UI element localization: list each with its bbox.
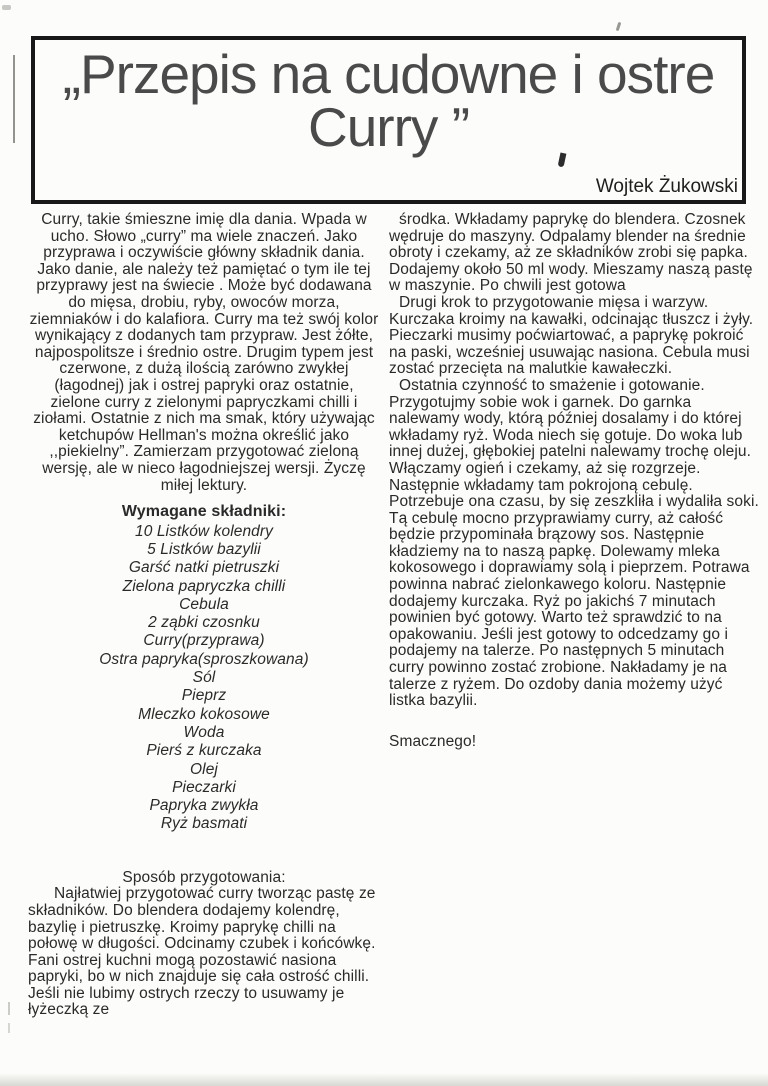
ingredient-item: Sól [192,669,216,687]
scan-artifact [2,5,11,10]
article-body [0,204,768,1019]
instruction-paragraphs [389,212,759,710]
ingredient-item: 5 Listków bazylii [147,540,261,558]
ingredient-item: Woda [183,723,225,741]
ingredient-item: Curry(przyprawa) [143,632,265,650]
ingredient-item: Olej [190,760,218,778]
right-column [389,212,759,1019]
page-title [35,43,742,158]
ingredient-item: Pieczarki [172,778,236,796]
ingredient-item: Pieprz [181,687,227,705]
scan-artifact [13,55,15,143]
title-box [31,36,746,204]
ingredient-item: Cebula [179,595,229,613]
preparation-paragraph: Najłatwiej przygotować curry tworząc pastę ze składników. Do blendera dodajemy kolendrę, bazylię i pietruszkę. Kroimy paprykę chilli na połowę w długości. Odcinamy czubek i końcówkę. Fani ostrej kuchni mogą pozostawić nasiona papryki, bo w nich znajduje się cała ostrość chilli. Jeśli nie lubimy ostrych rzeczy to usuwamy je łyżeczką ze [28,885,376,1019]
preparation-heading: Sposób przygotowania: [122,868,286,886]
page-title-line1: „Przepis na cudowne i ostre [62,43,715,105]
ingredient-item: Zielona papryczka chilli [122,577,286,595]
ingredient-item: Papryka zwykła [149,797,259,815]
scan-artifact [558,153,567,168]
ingredient-item: 10 Listków kolendry [134,522,274,540]
scan-shadow [0,1073,768,1086]
intro-paragraph: Curry, takie śmieszne imię dla dania. Wpada w ucho. Słowo „curry” ma wiele znaczeń. Jako przyprawa i oczywiście główny składnik dania. Jako danie, ale należy też pamiętać o tym ile tej przyprawy jest na świecie . Może być dodawana do mięsa, drobiu, ryby, owoców morza, ziemniaków i do kalafiora. Curry ma też swój kolor wynikający z dodanych tam przypraw. Jest żółte, najpospolitsze i średnio ostre. Drugim typem jest czerwone, z dużą ilością zarówno zwykłej (łagodnej) jak i ostrej papryki oraz ostatnie, zielone curry z zielonymi papryczkami chilli i ziołami. Ostatnie z nich ma smak, który używając ketchupów Hellman's można określić jako ,,piekielny”. Zamierzam przygotować zieloną wersję, ale w nieco łagodniejszej wersji. Życzę miłej lektury. [29,211,379,494]
author-name: Wojtek Żukowski [595,176,738,197]
ingredient-item: 2 ząbki czosnku [148,614,260,632]
ingredient-item: Ryż basmati [160,815,248,833]
body-paragraph: środka. Wkładamy paprykę do blendera. Czosnek wędruje do maszyny. Odpalamy blender na średnie obroty i czekamy, aż ze składników zrobi się papka. Dodajemy około 50 ml wody. Mieszamy naszą pastę w maszynie. Po chwili jest gotowa [389,211,753,295]
closing-text: Smacznego! [389,732,477,750]
ingredient-item: Ostra papryka(sproszkowana) [99,650,309,668]
scan-artifact [8,1023,10,1033]
ingredients-heading: Wymagane składniki: [121,503,287,521]
ingredients-list [28,523,380,834]
ingredient-item: Pierś z kurczaka [146,742,262,760]
scan-artifact [616,22,622,31]
scan-artifact [8,1002,10,1015]
ingredient-item: Garść natki pietruszki [128,559,280,577]
left-column [28,212,380,1019]
ingredient-item: Mleczko kokosowe [138,705,270,723]
body-paragraph: Drugi krok to przygotowanie mięsa i warzyw. Kurczaka kroimy na kawałki, odcinając tłuszcz i żyły. Pieczarki musimy poćwiartować, a paprykę pokroić na paski, wcześniej usuwając nasiona. Cebula musi zostać przecięta na malutkie kawałeczki. [389,293,754,378]
page-title-line2: Curry ” [307,96,470,158]
body-paragraph: Ostatnia czynność to smażenie i gotowanie. Przygotujmy sobie wok i garnek. Do garnka nalewamy wody, którą później dosalamy i do której wkładamy ryż. Woda niech się gotuje. Do woka lub innej dużej, głębokiej patelni nalewamy trochę oleju. Włączamy ogień i czekamy, aż się rozgrzeje. Następnie wkładamy tam pokrojoną cebulę. Potrzebuje ona czasu, by się zeszkliła i wydaliła soki. Tą cebulę mocno przyprawiamy curry, aż całość będzie przypominała brązowy sos. Następnie kładziemy na to naszą papkę. Dolewamy mleka kokosowego i doprawiamy solą i pieprzem. Potrawa powinna nabrać zielonkawego koloru. Następnie dodajemy kurczaka. Ryż po jakichś 7 minutach powinien być gotowy. Warto też sprawdzić to na opakowaniu. Jeśli jest gotowy to odcedzamy go i podajemy na talerze. Po następnych 5 minutach curry powinno zostać zrobione. Nakładamy je na talerze z ryżem. Do ozdoby dania możemy użyć listka bazylii. [389,376,759,710]
